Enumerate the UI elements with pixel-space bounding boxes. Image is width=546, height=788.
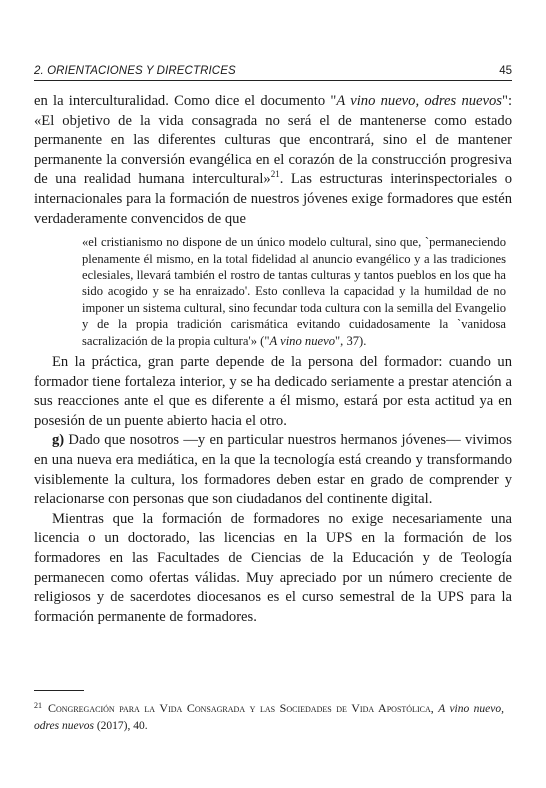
paragraph-1-part-b: ": «El objetivo de la vida consagrada no será el de mantenerse como estado permanente en las diferentes culturas que encontrará, sino el de mantener permanente la conversión evangélica en el corazón de la construcción progresiva de una realidad humana intercultural» — [34, 93, 512, 188]
footnote-title: A vino nuevo, odres nuevos — [34, 703, 505, 732]
paragraph-2: En la práctica, gran parte depende de la persona del formador: cuando un formador tiene fortaleza interior, y se ha dedicado seriamente a prestar atención a sus reacciones ante el que es diferente a él mismo, estará por esta actitud ya en posesión de un puente abierto hacia el otro. — [34, 354, 512, 429]
running-head — [34, 62, 512, 81]
quote-document-title: A vino nuevo — [269, 333, 335, 348]
paragraph-1 — [34, 92, 512, 229]
quote-text: «el cristianismo no dispone de un único modelo cultural, sino que, `permaneciendo plenamente él mismo, en la total fidelidad al anuncio evangélico y a las tradiciones eclesiales, llevará también el rostro de tantas culturas y tantos pueblos en los que ha sido acogido y se ha enraizado'. Esto conlleva la capacidad y la humildad de no imponer un sistema cultural, sino fecundar toda cultura con la semilla del Evangelio y de la propia tradición carismática evitando cuidadosamente la `vanidosa sacralización de la propia cultura'» (" — [82, 235, 506, 348]
paragraph-4: Mientras que la formación de formadores no exige necesariamente una licencia o un doctorado, las licencias en la UPS en la formación de los formadores en las Facultades de Ciencias de la Educación y de Teología permanecen como ofertas válidas. Muy apreciado por un número creciente de religiosos y de sacerdotes diocesanos es el curso semestral de la UPS para la formación permanente de formadores. — [34, 510, 512, 625]
footnote — [34, 697, 504, 735]
paragraph-1-part-c: . Las estructuras interinspectoriales o internacionales para la formación de nuestros jóvenes exige formadores que estén verdaderamente convencidos de que — [34, 171, 512, 227]
page-number: 45 — [499, 65, 512, 77]
paragraph-3 — [34, 431, 512, 509]
main-text — [34, 92, 512, 627]
document-title: A vino nuevo, odres nuevos — [336, 93, 502, 109]
footnote-number: 21 — [34, 701, 42, 710]
footnote-ref[interactable]: 21 — [270, 169, 280, 180]
block-quote — [82, 234, 506, 349]
footnote-divider — [34, 690, 84, 691]
footnote-source: Congregación para la Vida Consagrada y las Sociedades de Vida Apostólica, — [48, 701, 434, 715]
footnote-rest: (2017), 40. — [93, 720, 148, 732]
quote-citation: ", 37). — [335, 333, 367, 348]
paragraph-3-text: Dado que nosotros —y en particular nuestros hermanos jóvenes— vivimos en una nueva era mediática, en la que la tecnología está creando y transformando visiblemente la cultura, los formadores deben estar en grado de comprender y relacionarse con personas que son ciudadanos del continente digital. — [34, 432, 512, 508]
item-label: g) — [52, 432, 65, 449]
paragraph-1-part-a: en la interculturalidad. Como dice el documento " — [34, 93, 337, 109]
chapter-title: 2. ORIENTACIONES Y DIRECTRICES — [34, 65, 236, 77]
